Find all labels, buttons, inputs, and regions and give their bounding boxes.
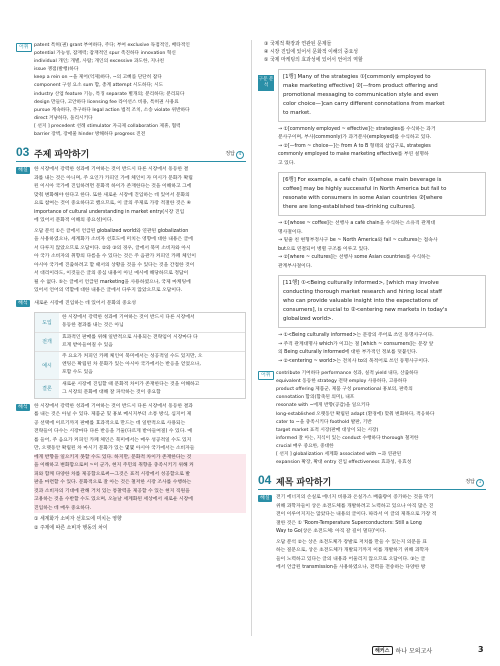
structure-box — [34, 312, 246, 399]
structure-row — [35, 352, 245, 380]
text-line: 공 선택에 이르기까지 판매를 효과적으로 만드는 데 일반적으로 사용되는 — [34, 420, 186, 426]
text-line: 서 대리이라도, 이것들은 글의 중심 내용이 아닌 예시에 해당하므로 정답이 — [34, 271, 189, 277]
notes-2 — [278, 220, 486, 271]
options-03 — [16, 515, 246, 531]
sentence-line: make marketing effective] ②[—from product offering and — [283, 82, 438, 89]
translation-tag: 해석 — [18, 299, 28, 306]
sentence-line: to market. — [283, 109, 311, 116]
translation-title-text: 새로운 시장에 진입하는 데 있어서 문화의 중요성 — [34, 300, 137, 306]
column-divider — [251, 40, 252, 636]
structure-row — [35, 313, 245, 332]
text-line: 맞춰 변화해야 한다고 한다. 또한 새로운 시장에 진입하는 데 있어서 문화의 — [34, 192, 190, 198]
notes-3 — [278, 332, 486, 366]
sentence-line: consumers], is crucial to ②<entering new markets in today's — [283, 307, 448, 314]
sentence-box-2 — [278, 172, 486, 216]
text-line: Way to Go(상온 초전도체: 아직 갈 길이 멀다)'이다. — [276, 529, 387, 535]
syntax-analysis — [258, 69, 486, 367]
structure-head: 예시 — [35, 352, 59, 379]
answer-label: 정답 4 — [225, 150, 244, 159]
sentence-line: there are long-established tea-drinking cultures]. — [283, 204, 416, 211]
wrong-answer-analysis-03 — [16, 228, 246, 296]
vocab-list-top — [16, 42, 246, 139]
text-line: 요로 참여는 것이 중요하다고 했으므로, 이 글의 주제로 가장 적절한 것은 ④ — [34, 201, 191, 207]
vocab-line: barrier 장벽, 장애물 hinder 방해하다 progress 진전 — [34, 132, 146, 138]
text-line: 들이 노력하고 있다는 글의 내용과 어울리지 않으므로 오답이다. ③는 글 — [276, 556, 426, 562]
vocab-line: component 구성 요소 sum 합, 총계 attempt 시도하다; 시도 — [34, 83, 164, 89]
vocab-line: pursue 계속하다, 추구하다 legal action 법적 조치, 소송 violate 위반하다 — [34, 107, 190, 113]
vocab-line: long-established 오랫동안 확립된 adapt (환경에) 맞춰 변화하다, 적응하다 — [276, 411, 435, 417]
text-line: 있어서 언어의 역할에 대한 내용은 글에서 다루지 않았으므로 오답이다. — [34, 288, 183, 294]
notes-1 — [278, 126, 486, 169]
note-line: 의 Being culturally informed에 대한 부가적인 정보를 덧붙인다. — [278, 350, 418, 356]
note-line: → ②[—from ~ choice—]는 from A to B 형태의 삽입구로, strategies — [278, 143, 431, 149]
text-line: 주 요요가 커피인 카페 체인이 북미에서는 성공적일 수도 있지만, 오 — [62, 353, 203, 359]
vocab-line: resonate with ~에게 반향(공감)을 일으키다 — [276, 403, 370, 409]
text-line: 하는 질문으로, 상온 초전도체가 개발되기까지 이를 개발하기 위해 과학자 — [276, 548, 429, 554]
highlight-line: 피와 함께 다양한 차를 제공함으로써—그것은 표적 시장에서 성공할으로 발 — [34, 471, 246, 480]
vocab-tag: 어휘 — [258, 371, 274, 380]
text-line: 전이 이루어지지는 않았다는 내용의 글이다. 따라서 이 글의 제목으로 가장 적 — [276, 512, 437, 518]
vocab-line: patent 특허(권) grant 부여하다, 주다; 부여 exclusive 독점적인, 배타적인 — [34, 43, 190, 48]
vocab-line: potential 가능성, 잠재력; 잠재적인 spur 촉진하다 innovation 혁신 — [34, 51, 176, 57]
note-line: commonly employed to make marketing effective를 부연 설명하 — [278, 152, 429, 158]
text-line: 에서 언급된 transmission을 사용하였으나, 전력을 전송하는 다양한 방 — [276, 565, 426, 571]
highlight-line: 것과 소비자의 기대에 관해 거치 있는 통찰력을 제공할 수 있는 현지 직원을 — [34, 488, 246, 497]
text-line: 전략들이 다수는 시장마다 다른 반응을 거둘(다르게 받아들여질) 수 있다. 예 — [34, 429, 193, 435]
note-line: → ①[whose ~ coffee]는 선행사 a café chain을 수식하는 소유격 관계대 — [278, 221, 436, 227]
highlight-line: 을 이해하고 변화함으로써 ~이 군가, 현지 주민의 취향을 충족시키기 위해 커 — [34, 462, 246, 471]
structure-head: 결론 — [35, 380, 59, 398]
translation-title — [16, 300, 246, 309]
text-line: importance of cultural understanding in market entry(시장 진입 — [34, 209, 185, 215]
left-column — [16, 42, 246, 532]
sentence-line: [1행] Many of the strategies ①[commonly employed to — [283, 73, 431, 80]
vocab-line: [ 선지 ] globalization 세계화 associated with ~과 연관된 — [276, 452, 402, 458]
text-line: 엔팅은 확립된 차 문화가 있는 아시아 국가에서는 반응을 얻었으나, — [62, 362, 201, 368]
right-column — [258, 40, 486, 573]
highlight-line: 에게 반향을 일으키지 못할 수도 있다. 하지만, 문화적 차이가 존재한다는 것 — [34, 454, 246, 463]
vocab-line: equivalent 동등한 strategy 전략 employ 사용하다, 고용하다 — [276, 379, 407, 385]
note-line: → 주격 관계대명사 which가 이끄는 절 [which ~ consumers]는 문장 앞 — [278, 341, 434, 347]
vocab-line: cater to ~을 충족시키다 foothold 발판, 기반 — [276, 419, 372, 425]
section-03-header — [16, 145, 246, 162]
structure-cell — [59, 380, 245, 398]
text-line: 그 시장의 문화에 대해 잘 파악하는 것이 중요함 — [62, 389, 161, 395]
highlight-line: 판을 마련할 수 있다. 문화적으로 잘 아는 것은 철저한 시장 조사를 수행하는 — [34, 479, 246, 488]
vocab-tag: 어휘 — [16, 43, 32, 52]
text-line: 를 들어, 주 음요가 커피인 카페 체인은 북미에서는 매우 성공적일 수도 있지 — [34, 437, 192, 443]
wrong-answer-analysis-04 — [258, 539, 486, 573]
translation-tag-2: 해석 — [18, 403, 28, 410]
text-line: 를 내는 것은 아닐 수 있다. 제품군 및 홍보 메시지부터 소통 방식, 심지어 제 — [34, 412, 192, 418]
sentence-box-3 — [278, 275, 486, 328]
note-line: → ①[commonly employed ~ effective]는 strategies를 수식하는 과거 — [278, 126, 436, 132]
syntax-label: 구문 분석 — [258, 75, 274, 91]
vocab-line: individual 개인; 개별, 사람; 개인의 excessive 과도한, 지나친 — [34, 59, 165, 65]
section-number: 04 — [258, 473, 272, 488]
vocab-line: crucial 매우 중요한, 중대한 — [276, 443, 334, 449]
structure-cell — [59, 333, 245, 351]
answer-label: 정답 1 — [465, 478, 484, 487]
text-line: 효과적인 판매를 위해 일반적으로 사용되는 전략임이 시장마다 다 — [62, 334, 198, 340]
note-line: 분사구이며, 부사(commonly)가 과거분사(employed)를 수식하고 있다. — [278, 135, 432, 141]
structure-cell — [59, 352, 245, 379]
korean-translation — [16, 403, 246, 514]
text-line: 오답 분석 ①은 글에서 언급된 globalized world와 연관된 globalization — [34, 228, 189, 234]
footer — [372, 646, 432, 655]
text-line: 동등한 결과를 내는 것은 아님 — [62, 323, 124, 329]
vocab-line: connotation 함의(함축된 의미), 내포 — [276, 395, 355, 401]
sentence-line: who can provide valuable insight into the expectations of — [283, 298, 438, 305]
sentence-line: resonate with consumers in some Asian countries ②[where — [283, 195, 443, 202]
vocab-line: expansion 확장, 확대 entry 진입 effectiveness 효과성, 유효성 — [276, 460, 412, 466]
note-line: 명사절이다. — [278, 229, 303, 235]
text-line: 을 사용하였으나, 세계화가 소비자 선호도에 미치는 영향에 대한 내용은 글에 — [34, 237, 193, 243]
vocab-line: informed 잘 아는, 지식이 있는 conduct 수행하다 thorough 철저한 — [276, 435, 419, 441]
text-line: 될 수 없다. ⑤는 글에서 언급된 marketing을 사용하였으나, 국제 마케팅에 — [34, 279, 191, 285]
structure-head: 전개 — [35, 333, 59, 351]
vocab-list-right — [258, 370, 486, 467]
explanation-03 — [16, 166, 246, 226]
vocab-line: industry 산업 feature 기능, 특징 separate 별개의; 분리하다; 분리되다 — [34, 91, 185, 97]
structure-row — [35, 333, 245, 352]
text-line: 오답 분석 ②는 상온 초전도체가 장발로 저치를 만들 수 있는지 의문을 표 — [276, 539, 427, 545]
option-item: ③ 국제적 확장과 연관된 문제들 — [264, 41, 332, 47]
section-title: 주제 파악하기 — [34, 150, 90, 161]
text-line: 서 다루지 않았으므로 오답이다. ②와 ③의 경우, 글에서 북미 소비자와 아시 — [34, 245, 191, 251]
vocab-line: design 만들다, 고안하다 licensing fee 라이선스 비용, 특허권 사용료 — [34, 99, 179, 105]
text-line: 한 시장에서 강력한 성과에 기여하는 것이 반드시 다른 시장에서 — [62, 315, 195, 321]
text-line: 새로운 시장에 진입할 때 문화적 차이가 존재한다는 것을 이해하고 — [62, 381, 200, 387]
vocab-line: direct 겨냥하다, 돌리시키다 — [34, 115, 93, 121]
text-line: 만, 오랫동안 확립된 차 마시기 문화가 있는 몇몇 아시아 국가에서는 소비자들 — [34, 446, 195, 452]
explanation-04 — [258, 494, 486, 537]
option-item: ① 세계화가 소비자 선호도에 미치는 영향 — [34, 516, 122, 523]
vocab-line: issue 쟁점(발행)하다 — [34, 67, 79, 73]
sentence-line: conducting thorough market research and hiring local staff — [283, 289, 442, 296]
vocab-line: product offering 제품군, 제품 구성 promotional 홍보의, 판촉의 — [276, 387, 413, 393]
note-line: → ②<entering ~ world>는 전치사 to의 목적어로 쓰인 동명사구이다. — [278, 358, 430, 364]
text-line: 된 이시아 국가에 진입하려면 문화적 하이가 존재한다는 것을 이해하고 그에 — [34, 184, 192, 190]
text-line: 한 시장에서 강력한 성과에 기여하는 것이 반드시 다른 시장에서 동등한 결과 — [34, 403, 193, 409]
option-item: ② 주제에 따른 소비자 행동의 차이 — [34, 524, 108, 531]
text-line: 전기 에너지의 손실로 에너지 비용과 온실가스 배출량이 증가하는 것을 막기 — [276, 495, 434, 501]
sentence-line: globalized world>. — [283, 316, 334, 323]
text-line: 포함 수도 있음 — [62, 370, 93, 376]
structure-row — [35, 380, 245, 398]
sentence-line: promotional messaging to communication style and even — [283, 91, 439, 98]
vocab-line: keep a rein on ~을 제어(억제)하다, ~의 고삐를 단단히 잡다 — [34, 75, 162, 81]
text-line: 위해 과학자들이 상온 초전도체를 개발하려고 노력하고 있으나 아직 많은 진 — [276, 503, 434, 509]
section-title: 제목 파악하기 — [276, 478, 332, 489]
note-line: → ①<Being culturally informed>는 문장의 주어로 쓰인 동명사구이다. — [278, 333, 434, 339]
vocab-line: [ 선지 ] precedent 선례 stimulator 자극제 collaboration 제휴, 협력 — [34, 123, 181, 129]
sentence-line: [6행] For example, a café chain ①[whose main beverage is — [283, 177, 442, 184]
option-item: ⑤ 국제 마케팅의 효과성에 있어서 언어의 역할 — [264, 57, 363, 64]
footer-label: 하나 모의고사 — [395, 648, 433, 655]
sentence-line: color choice—]can carry different connotations from market — [283, 100, 445, 107]
vocab-line: contribute 기여하다 performance 성과, 실적 yield 내다, 산출하다 — [276, 371, 419, 377]
highlight-line: 진입하는 데 매우 중요하다. — [34, 505, 246, 514]
vocab-line: target market 표적 시장(판매 대상이 되는 시장) — [276, 427, 379, 433]
text-line: 한 시장에서 강력한 성과에 기여하는 것이 반드시 다른 시장에서 동등한 결 — [34, 167, 189, 173]
option-item: ④ 시장 진입에 있어서 문화적 이해의 중요성 — [264, 49, 359, 56]
section-number: 03 — [16, 145, 30, 160]
sentence-box-1 — [278, 69, 486, 122]
text-line: 과를 내는 것은 아니며, 주 요인가 카피인 가에 체인이 자 미시가 문화가 확립 — [34, 175, 193, 181]
page-number: 3 — [478, 645, 484, 654]
structure-head: 도입 — [35, 313, 59, 331]
text-line: 에 있어서 문화적 이해의 중요성)이다. — [34, 218, 114, 224]
note-line: 관계부사절이다. — [278, 263, 312, 269]
brand-logo: 해커스 — [372, 646, 393, 655]
text-line: 아시아 국가에 진출하려고 할 때서의 상황을 것을 수 있다는 것을 간접한 것이 — [34, 262, 195, 268]
highlight-line: 고용하는 것을 수반할 수도 있으며, 오늘날 세계화된 세상에서 새로운 시장에 — [34, 496, 246, 505]
text-line: 절한 것은 ① 'Room-Temperature Superconductors: Still a Long — [276, 520, 422, 526]
text-line: 아 국가 소비자의 취향의 다름을 수 있다는 것은 주 음관가 커피인 카페 체인이 — [34, 254, 196, 260]
note-line: 고 있다. — [278, 160, 295, 166]
sentence-line: coffee] may be highly successful in North America but fail to — [283, 186, 447, 193]
answer-circle: 1 — [476, 479, 484, 487]
explain-tag: 해설 — [18, 167, 28, 174]
explain-tag: 해설 — [260, 495, 270, 502]
note-line: → 밑줄 친 현형부정사구 be ~ North America와 fail ~ cultures는 접속사 — [278, 238, 438, 244]
section-04-header — [258, 473, 486, 490]
note-line: but으로 연결되어 병렬 구조를 이루고 있다. — [278, 246, 370, 252]
sentence-line: [11행] ①<Being culturally informed>, [which may involve — [283, 280, 439, 287]
answer-circle: 4 — [236, 151, 244, 159]
structure-cell — [59, 313, 245, 331]
text-line: 르게 받아들여질 수 있음 — [62, 342, 113, 348]
note-line: → ②[where ~ cultures]는 선행사 some Asian countries를 수식하는 — [278, 255, 431, 261]
options-03-continued — [258, 40, 486, 65]
